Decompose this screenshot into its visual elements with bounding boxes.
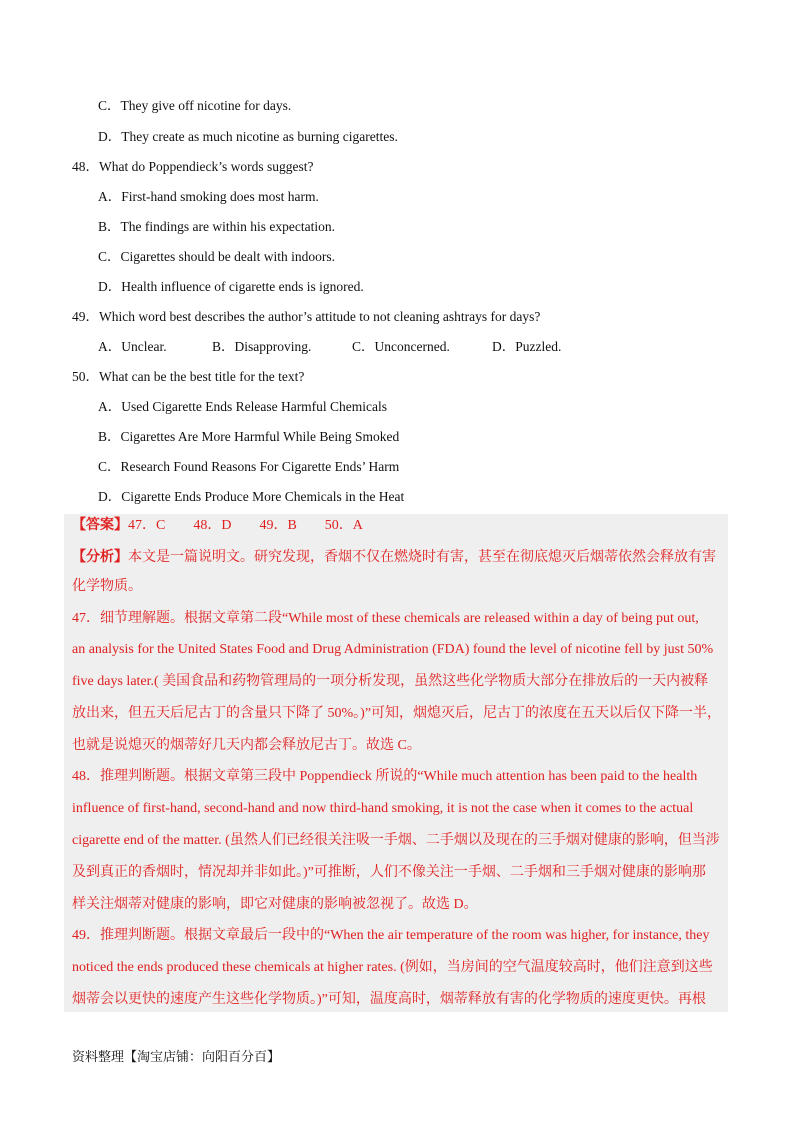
q49-option-c: C．Unconcerned. bbox=[352, 339, 450, 354]
q49-question: 49．Which word best describes the author’s attitude to not cleaning ashtrays for days? bbox=[72, 309, 541, 324]
explanation-line: cigarette end of the matter. (虽然人们已经很关注吸一手烟、二手烟以及现在的三手烟对健康的影响，但当涉 bbox=[72, 833, 720, 848]
analysis-label: 【分析】 bbox=[72, 550, 128, 565]
q49-option-b: B．Disapproving. bbox=[212, 339, 312, 354]
q47-option-d: D．They create as much nicotine as burning cigarettes. bbox=[98, 129, 398, 144]
explanation-line: 样关注烟蒂对健康的影响，即它对健康的影响被忽视了。故选 D。 bbox=[72, 897, 478, 912]
explanation-line: 48．推理判断题。根据文章第三段中 Poppendieck 所说的“While much attention has been paid to the health bbox=[72, 769, 698, 784]
analysis-line-2: 化学物质。 bbox=[72, 579, 142, 594]
q50-option-b: B．Cigarettes Are More Harmful While Being Smoked bbox=[98, 429, 400, 444]
explanation-line: 烟蒂会以更快的速度产生这些化学物质。)”可知，温度高时，烟蒂释放有害的化学物质的速度更快。再根 bbox=[72, 992, 706, 1007]
answer-line bbox=[72, 516, 363, 536]
q50-question: 50．What can be the best title for the text? bbox=[72, 369, 305, 384]
q48-option-d: D．Health influence of cigarette ends is ignored. bbox=[98, 279, 364, 294]
q48-option-a: A．First-hand smoking does most harm. bbox=[98, 189, 319, 204]
q50-option-a: A．Used Cigarette Ends Release Harmful Chemicals bbox=[98, 399, 388, 414]
explanation-line: 47．细节理解题。根据文章第二段“While most of these chemicals are released within a day of being put out, bbox=[72, 611, 699, 626]
explanation-line: noticed the ends produced these chemicals at higher rates. (例如，当房间的空气温度较高时，他们注意到这些 bbox=[72, 960, 713, 975]
explanation-line: influence of first-hand, second-hand and now third-hand smoking, it is not the case when it comes to the actual bbox=[72, 801, 694, 816]
explanation-line: five days later.( 美国食品和药物管理局的一项分析发现，虽然这些化学物质大部分在排放后的一天内被释 bbox=[72, 674, 709, 689]
explanation-line: 放出来，但五天后尼古丁的含量只下降了 50%。)”可知，烟熄灭后，尼古丁的浓度在五天以后仅下降一半， bbox=[72, 706, 722, 721]
explanation-line: 及到真正的香烟时，情况却并非如此。)”可推断，人们不像关注一手烟、二手烟和三手烟对健康的影响那 bbox=[72, 865, 706, 880]
explanation-line: 49．推理判断题。根据文章最后一段中的“When the air temperature of the room was higher, for instance, they bbox=[72, 928, 710, 943]
q48-option-c: C．Cigarettes should be dealt with indoors. bbox=[98, 249, 335, 264]
q50-option-d: D．Cigarette Ends Produce More Chemicals in the Heat bbox=[98, 489, 405, 504]
q49-option-a: A．Unclear. bbox=[98, 339, 167, 354]
analysis-line-1 bbox=[72, 548, 716, 568]
analysis-text-1: 本文是一篇说明文。研究发现，香烟不仅在燃烧时有害，甚至在彻底熄灭后烟蒂依然会释放有害 bbox=[128, 550, 716, 565]
q48-option-b: B．The findings are within his expectation. bbox=[98, 219, 335, 234]
q49-options-row bbox=[0, 338, 800, 358]
answer-label: 【答案】 bbox=[72, 518, 128, 533]
q47-option-c: C．They give off nicotine for days. bbox=[98, 98, 292, 113]
explanation-line: 也就是说熄灭的烟蒂好几天内都会释放尼古丁。故选 C。 bbox=[72, 738, 421, 753]
q50-option-c: C．Research Found Reasons For Cigarette Ends’ Harm bbox=[98, 459, 400, 474]
q48-question: 48．What do Poppendieck’s words suggest? bbox=[72, 159, 314, 174]
q49-option-d: D．Puzzled. bbox=[492, 339, 562, 354]
page-footer: 资料整理【淘宝店铺：向阳百分百】 bbox=[72, 1049, 281, 1064]
answer-values: 47．C 48．D 49．B 50．A bbox=[128, 518, 363, 533]
explanation-line: an analysis for the United States Food and Drug Administration (FDA) found the level of nicotine fell by just 50% bbox=[72, 642, 714, 657]
